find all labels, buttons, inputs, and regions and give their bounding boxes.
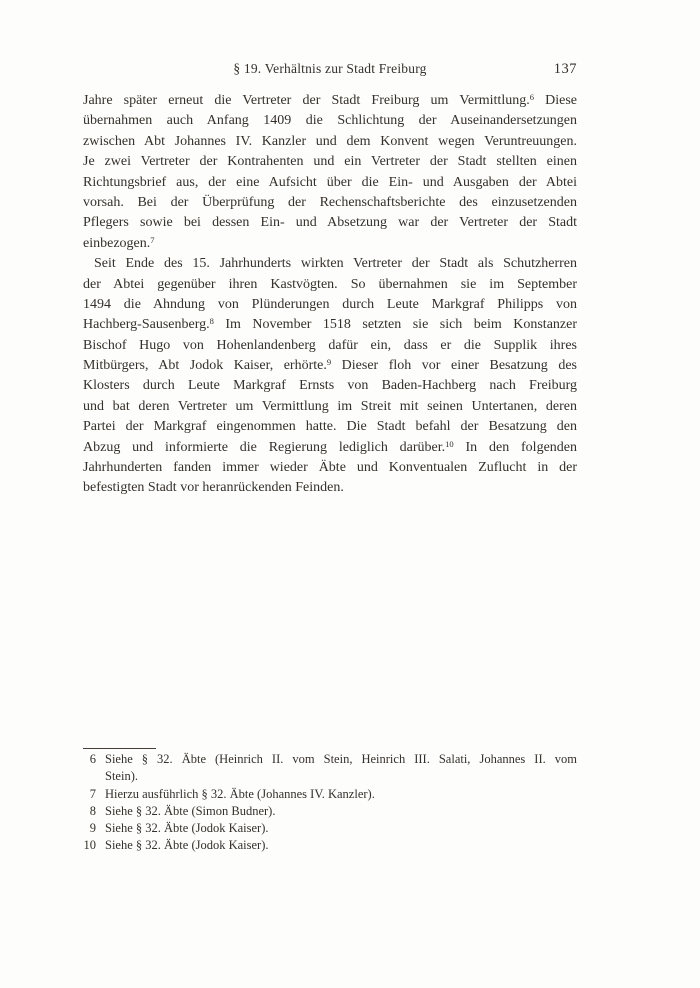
footnote-number: 9	[89, 821, 96, 836]
text-line: befestigten Stadt vor heranrückenden Feinden.	[83, 480, 344, 496]
text-line: zwischen Abt Johannes IV. Kanzler und dem Konvent wegen Veruntreuungen.	[83, 133, 577, 149]
paragraph	[83, 254, 577, 499]
footnote-text	[105, 786, 577, 803]
page-header	[83, 60, 577, 78]
footnote-text	[105, 751, 577, 786]
footnote-line: Siehe § 32. Äbte (Simon Budner).	[105, 803, 276, 818]
footnote-line: Stein).	[105, 769, 138, 784]
footnote	[83, 803, 577, 820]
footnote	[83, 820, 577, 837]
text-line: Abzug und informierte die Regierung lediglich darüber.$^{10}$ In den folgenden	[83, 438, 577, 455]
footnotes	[83, 751, 577, 855]
footnote	[83, 837, 577, 854]
text-line: Bischof Hugo von Hohenlandenberg dafür ein, dass er die Supplik ihres	[83, 337, 577, 353]
footnote-marker: 6	[529, 92, 534, 103]
footnote	[83, 751, 577, 786]
text-line: Jahre später erneut die Vertreter der Stadt Freiburg um Vermittlung.$^6$ Diese	[83, 92, 577, 108]
footnote-number: 10	[83, 838, 96, 853]
text-line: Seit Ende des 15. Jahrhunderts wirkten Vertreter der Stadt als Schutzherren	[94, 256, 577, 272]
text-line: Partei der Markgraf eingenommen hatte. Die Stadt befahl der Besatzung den	[83, 419, 577, 435]
footnote-marker: 7	[150, 234, 155, 245]
footnote-marker: 8	[209, 316, 214, 327]
footnote-separator	[83, 748, 156, 749]
footnote	[83, 786, 577, 803]
text-line: Hachberg-Sausenberg.$^8$ Im November 1518 setzten sie sich beim Konstanzer	[83, 316, 577, 333]
footnote-line: Hierzu ausführlich § 32. Äbte (Johannes IV. Kanzler).	[105, 786, 375, 801]
text-line: Mitbürgers, Abt Jodok Kaiser, erhörte.$^9$ Dieser floh vor einer Besatzung des	[83, 357, 577, 374]
text-line: übernahmen auch Anfang 1409 die Schlichtung der Auseinandersetzungen	[83, 113, 577, 129]
footnote-text	[105, 837, 577, 854]
text-line: einbezogen.$^7$	[83, 234, 155, 251]
text-line: Jahrhunderten fanden immer wieder Äbte und Konventualen Zuflucht in der	[83, 460, 577, 476]
running-header-title: § 19. Verhältnis zur Stadt Freiburg	[233, 61, 427, 76]
footnote-line: Siehe § 32. Äbte (Jodok Kaiser).	[105, 838, 269, 853]
footnote-marker: 9	[326, 357, 332, 368]
footnote-marker: 10	[445, 438, 454, 449]
footnote-line: Siehe § 32. Äbte (Heinrich II. vom Stein, Heinrich III. Salati, Johannes II. vom	[105, 752, 577, 766]
body-text	[83, 91, 577, 499]
footnote-number: 8	[89, 803, 96, 818]
text-line: Klosters durch Leute Markgraf Ernsts von Baden-Hachberg nach Freiburg	[83, 378, 577, 394]
footnote-text	[105, 803, 577, 820]
footnote-number: 6	[89, 752, 96, 766]
page-number: 137	[553, 61, 577, 77]
text-line: Richtungsbrief aus, der eine Aufsicht über die Ein- und Ausgaben der Abtei	[83, 174, 577, 190]
text-line: Je zwei Vertreter der Kontrahenten und ein Vertreter der Stadt stellten einen	[83, 154, 577, 170]
text-line: vorsah. Bei der Überprüfung der Rechenschaftsberichte des einzusetzenden	[83, 194, 577, 210]
text-line: 1494 die Ahndung von Plünderungen durch Leute Markgraf Philipps von	[83, 296, 577, 312]
text-line: Pflegers sowie bei dessen Ein- und Absetzung war der Vertreter der Stadt	[83, 215, 577, 231]
footnote-number: 7	[89, 786, 96, 801]
text-line: der Abtei gegenüber ihren Kastvögten. So übernahmen sie im September	[83, 276, 577, 292]
footnote-line: Siehe § 32. Äbte (Jodok Kaiser).	[105, 821, 269, 836]
footnote-text	[105, 820, 577, 837]
paragraph	[83, 91, 577, 254]
text-line: und bat deren Vertreter um Vermittlung im Streit mit seinen Untertanen, deren	[83, 398, 577, 414]
